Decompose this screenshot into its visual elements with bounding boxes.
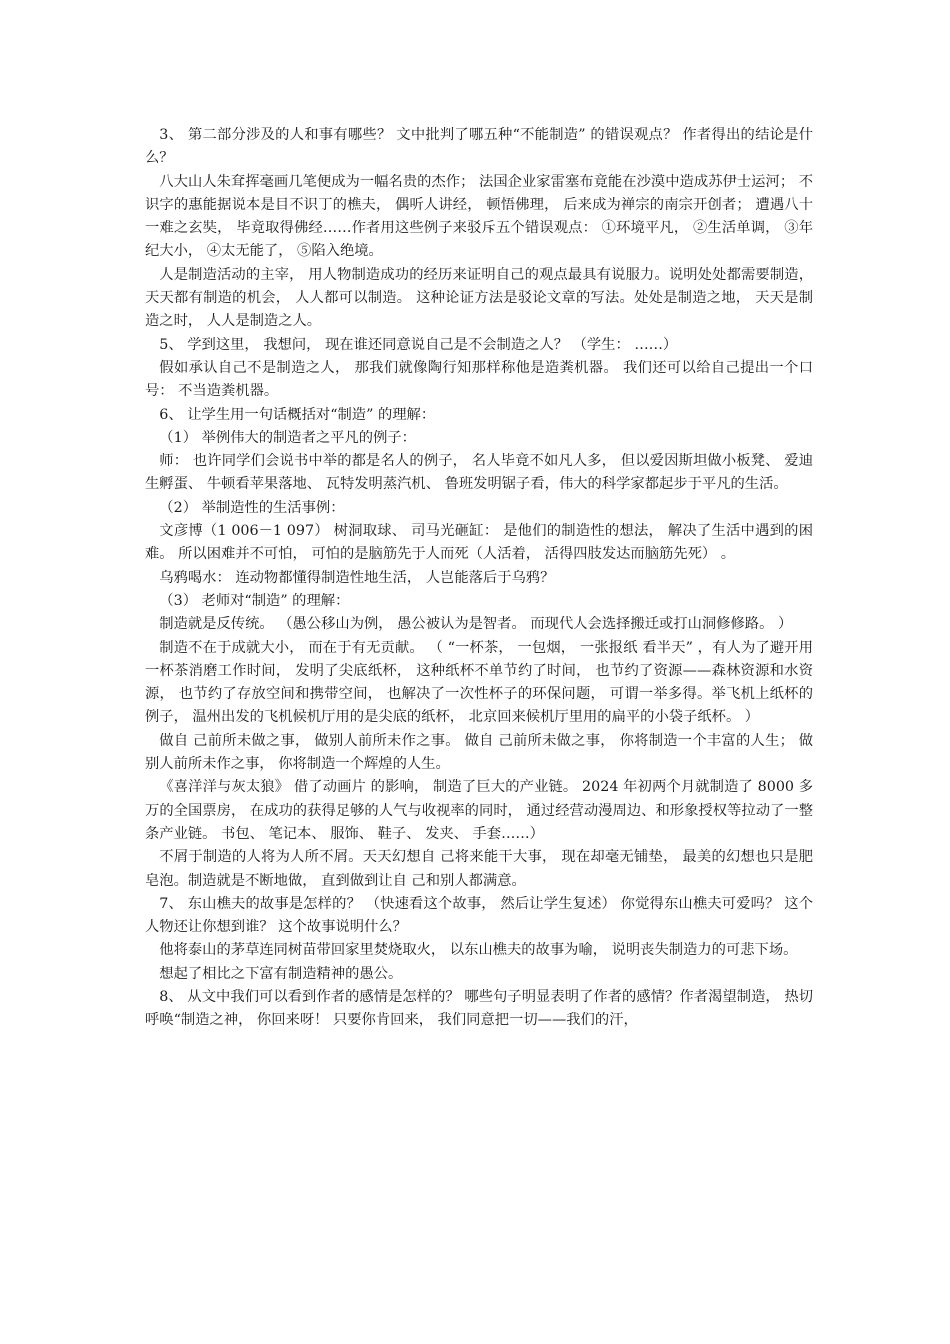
question-8: 8、 从文中我们可以看到作者的感情是怎样的？ 哪些句子明显表明了作者的感情？作者渴望制造， 热切呼唤“制造之神， 你回来呀！ 只要你肯回来， 我们同意把一切——我们的汗， <box>145 988 813 1029</box>
paragraph-6-3b: 制造不在于成就大小， 而在于有无贡献。 （ “一杯茶， 一包烟， 一张报纸 看半天” ，有人为了避开用一杯茶消磨工作时间， 发明了尖底纸杯， 这种纸杯不单节约了时间， 也节约了资源——森林资源和水资源， 也节约了存放空间和携带空间， 也解决了一次性杯子的环保问题， 可谓一举多得。举飞机上纸杯的例子， 温州出发的飞机候机厅用的是尖底的纸杯， 北京回来候机厅里用的扁平的小袋子纸杯。 ） <box>145 639 813 726</box>
paragraph-6-1: 师： 也许同学们会说书中举的都是名人的例子， 名人毕竟不如凡人多， 但以爱因斯坦做小板凳、 爱迪生孵蛋、 牛顿看苹果落地、 瓦特发明蒸汽机、 鲁班发明锯子看，伟大的科学家都起步于平凡的生活。 <box>145 453 813 493</box>
subheading-6-1: （1） 举例伟大的制造者之平凡的例子： <box>159 429 416 446</box>
paragraph-6-3e: 不屑于制造的人将为人所不屑。天天幻想自 己将来能干大事， 现在却毫无铺垫， 最美的幻想也只是肥皂泡。制造就是不断地做， 直到做到让自 己和别人都满意。 <box>145 849 813 889</box>
question-3: 3、 第二部分涉及的人和事有哪些？ 文中批判了哪五种“不能制造” 的错误观点？ 作者得出的结论是什么？ <box>145 127 813 167</box>
answer-7a: 他将泰山的茅草连同树苗带回家里焚烧取火， 以东山樵夫的故事为喻， 说明丧失制造力的可悲下场。 <box>159 942 798 959</box>
subheading-6-2: （2） 举制造性的生活事例： <box>159 499 345 516</box>
paragraph-6-2a: 文彦博（1 006－1 097） 树洞取球、 司马光砸缸： 是他们的制造性的想法， 解决了生活中遇到的困难。 所以困难并不可怕， 可怕的是脑筋先于人而死（人活着， 活得四肢发达而脑筋先死） 。 <box>145 523 813 563</box>
question-5: 5、 学到这里， 我想问， 现在谁还同意说自己是不会制造之人？ （学生： ……） <box>159 336 678 353</box>
document-page <box>145 124 813 1033</box>
answer-7b: 想起了相比之下富有制造精神的愚公。 <box>159 965 403 982</box>
paragraph-6-3a: 制造就是反传统。 （愚公移山为例， 愚公被认为是智者。 而现代人会选择搬迁或打山洞修修路。 ） <box>159 616 793 633</box>
paragraph-6-3d: 《喜洋洋与灰太狼》 借了动画片 的影响， 制造了巨大的产业链。 2024 年初两个月就制造了 8000 多万的全国票房， 在成功的获得足够的人气与收视率的同时， 通过经营动漫周边、和形象授权等拉动了一整条产业链。 书包、 笔记本、 服饰、 鞋子、 发夹、 手套……） <box>145 779 813 842</box>
paragraph-6-3c: 做自 己前所未做之事， 做别人前所未作之事。 做自 己前所未做之事， 你将制造一个丰富的人生； 做别人前所未作之事， 你将制造一个辉煌的人生。 <box>145 732 813 773</box>
question-6: 6、 让学生用一句话概括对“制造” 的理解： <box>159 406 436 423</box>
paragraph-6-2b: 乌鸦喝水： 连动物都懂得制造性地生活， 人岂能落后于乌鸦？ <box>159 569 555 586</box>
answer-5: 假如承认自己不是制造之人， 那我们就像陶行知那样称他是造粪机器。 我们还可以给自己提出一个口号： 不当造粪机器。 <box>145 359 813 400</box>
answer-3-conclusion: 人是制造活动的主宰， 用人物制造成功的经历来证明自己的观点最具有说服力。说明处处都需要制造， 天天都有制造的机会， 人人都可以制造。 这种论证方法是驳论文章的写法。处处是制造之地， 天天是制造之时， 人人是制造之人。 <box>145 266 813 330</box>
subheading-6-3: （3） 老师对“制造” 的理解： <box>159 592 350 609</box>
answer-3-examples: 八大山人朱耷挥毫画几笔便成为一幅名贵的杰作； 法国企业家雷塞布竟能在沙漠中造成苏伊士运河； 不识字的惠能据说本是目不识丁的樵夫， 偶听人讲经， 顿悟佛理， 后来成为禅宗的南宗开创者； 遭遇八十一难之玄奘， 毕竟取得佛经……作者用这些例子来驳斥五个错误观点： ①环境平凡， ②生活单调， ③年纪大小， ④太无能了， ⑤陷入绝境。 <box>145 173 813 260</box>
question-7: 7、 东山樵夫的故事是怎样的？ （快速看这个故事， 然后让学生复述） 你觉得东山樵夫可爱吗？ 这个人物还让你想到谁？ 这个故事说明什么？ <box>145 895 813 936</box>
